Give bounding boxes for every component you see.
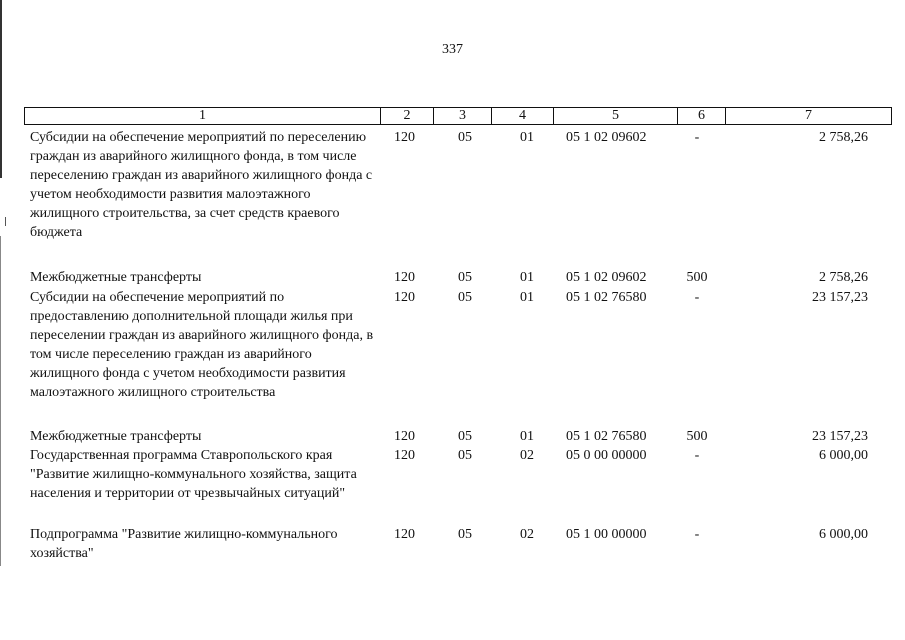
- row-code-6: 500: [686, 270, 708, 285]
- table-header-cell: 6: [677, 108, 725, 124]
- table-header-cell: 1: [199, 108, 206, 123]
- scan-edge-mark: [5, 217, 6, 226]
- row-code-2: 120: [394, 448, 415, 463]
- row-code-4: 01: [520, 130, 534, 145]
- row-code-2: 120: [394, 290, 415, 305]
- row-code-2: 120: [394, 130, 415, 145]
- row-code-3: 05: [458, 527, 472, 542]
- row-amount: 2 758,26: [819, 270, 868, 285]
- table-header-cell: 7: [725, 108, 891, 124]
- row-code-6: -: [694, 290, 700, 305]
- row-code-3: 05: [458, 290, 472, 305]
- row-code-6: -: [694, 130, 700, 145]
- row-code-3: 05: [458, 448, 472, 463]
- row-code-6: 500: [686, 429, 708, 444]
- row-code-3: 05: [458, 130, 472, 145]
- row-code-5: 05 0 00 00000: [566, 448, 647, 463]
- scan-edge-line-lower: [0, 236, 1, 566]
- row-name: Межбюджетные трансферты: [30, 429, 202, 444]
- row-name: Государственная программа Ставропольского края "Развитие жилищно-коммунального хозяйства, защита населения и территории от чрезвычайных ситуаций": [30, 448, 357, 501]
- row-code-5: 05 1 02 09602: [566, 130, 647, 145]
- row-code-4: 01: [520, 429, 534, 444]
- row-code-2: 120: [394, 429, 415, 444]
- row-code-4: 02: [520, 527, 534, 542]
- scan-edge-line: [0, 0, 2, 178]
- row-amount: 23 157,23: [812, 429, 868, 444]
- table-header-cell: 3: [433, 108, 491, 124]
- row-code-2: 120: [394, 527, 415, 542]
- row-amount: 2 758,26: [819, 130, 868, 145]
- row-code-4: 01: [520, 270, 534, 285]
- row-name: Субсидии на обеспечение мероприятий по переселению граждан из аварийного жилищного фонда, в том числе переселению граждан из аварийного жилищного фонда с учетом необходимости развития малоэтажного жилищного строительства, за счет средств краевого бюджета: [30, 130, 373, 240]
- row-name: Межбюджетные трансферты: [30, 270, 202, 285]
- row-code-2: 120: [394, 270, 415, 285]
- table-header-row: [24, 107, 892, 125]
- page-number: 337: [442, 42, 463, 57]
- row-amount: 6 000,00: [819, 448, 868, 463]
- row-code-6: -: [694, 527, 700, 542]
- row-name: Подпрограмма "Развитие жилищно-коммунального хозяйства": [30, 527, 338, 561]
- table-header-cell: 5: [553, 108, 677, 124]
- row-code-5: 05 1 02 09602: [566, 270, 647, 285]
- row-code-3: 05: [458, 270, 472, 285]
- row-code-3: 05: [458, 429, 472, 444]
- row-amount: 23 157,23: [812, 290, 868, 305]
- row-code-4: 01: [520, 290, 534, 305]
- row-name: Субсидии на обеспечение мероприятий по предоставлению дополнительной площади жилья при переселении граждан из аварийного жилищного фонда, в том числе переселению граждан из аварийного жилищного фонда с учетом необходимости развития малоэтажного жилищного строительства: [30, 290, 374, 400]
- row-code-4: 02: [520, 448, 534, 463]
- table-header-cell: 2: [380, 108, 433, 124]
- row-code-5: 05 1 02 76580: [566, 290, 647, 305]
- row-code-6: -: [694, 448, 700, 463]
- row-code-5: 05 1 02 76580: [566, 429, 647, 444]
- row-amount: 6 000,00: [819, 527, 868, 542]
- table-header-cell: 4: [491, 108, 553, 124]
- row-code-5: 05 1 00 00000: [566, 527, 647, 542]
